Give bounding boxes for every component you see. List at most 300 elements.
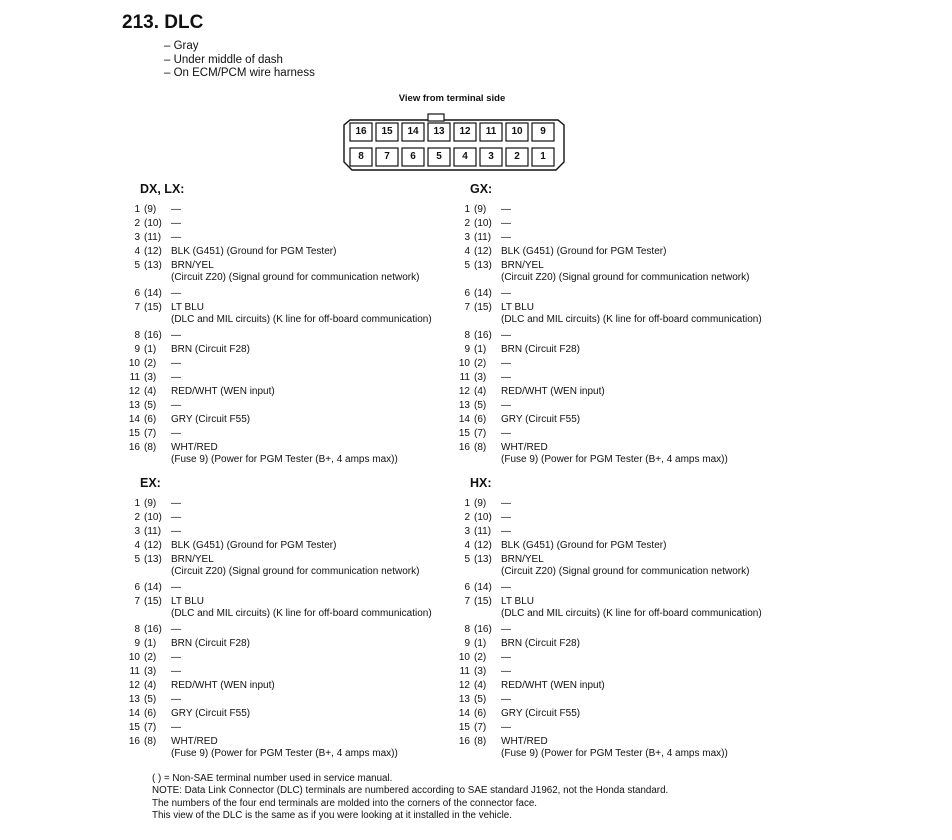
honda-pin-number: (6) <box>144 708 157 719</box>
pin-row <box>124 386 464 398</box>
pin-number: 1 <box>540 151 546 162</box>
honda-pin-number: (5) <box>144 400 157 411</box>
pin-number-label: 8 <box>134 624 140 635</box>
pin-row <box>124 680 464 692</box>
honda-pin-number: (3) <box>474 666 487 677</box>
pin-number-label: 13 <box>458 400 470 411</box>
pin-number-label: 14 <box>458 414 470 425</box>
pin-row <box>454 246 794 258</box>
pin-number-label: 16 <box>128 442 140 453</box>
pin-description: — <box>171 722 181 733</box>
pin-row <box>124 358 464 370</box>
pin-number-label: 2 <box>464 218 470 229</box>
pin-row-detail <box>124 272 464 284</box>
pin-row <box>454 386 794 398</box>
pin-number-label: 6 <box>134 582 140 593</box>
honda-pin-number: (13) <box>474 554 492 565</box>
pin-row <box>124 554 464 566</box>
pin-description: WHT/RED <box>171 736 218 747</box>
honda-pin-number: (11) <box>474 526 492 537</box>
honda-pin-number: (10) <box>144 512 162 523</box>
honda-pin-number: (9) <box>144 204 157 215</box>
pin-number-label: 3 <box>464 232 470 243</box>
pin-number-label: 6 <box>464 582 470 593</box>
pin-row <box>124 624 464 636</box>
pin-description: BRN/YEL <box>501 554 544 565</box>
honda-pin-number: (11) <box>474 232 492 243</box>
pin-description: — <box>501 526 511 537</box>
pin-description: — <box>171 526 181 537</box>
pin-number-label: 12 <box>128 680 140 691</box>
pin-description: — <box>171 330 181 341</box>
pin-description: BRN (Circuit F28) <box>501 344 580 355</box>
honda-pin-number: (12) <box>474 540 492 551</box>
honda-pin-number: (8) <box>474 442 487 453</box>
pin-row <box>454 638 794 650</box>
honda-pin-number: (13) <box>144 260 162 271</box>
honda-pin-number: (7) <box>474 428 487 439</box>
pin-row <box>124 372 464 384</box>
pin-description: — <box>501 288 511 299</box>
pin-row <box>124 722 464 734</box>
pin-number-label: 7 <box>464 596 470 607</box>
pin-row-detail <box>454 608 794 620</box>
honda-pin-number: (16) <box>474 330 492 341</box>
pin-description: — <box>171 232 181 243</box>
pin-description: WHT/RED <box>171 442 218 453</box>
honda-pin-number: (15) <box>474 302 492 313</box>
pin-detail: (DLC and MIL circuits) (K line for off-board communication) <box>171 314 432 325</box>
pin-number-label: 3 <box>134 232 140 243</box>
pin-description: BRN/YEL <box>171 554 214 565</box>
pin-number-label: 15 <box>128 722 140 733</box>
pin-description: — <box>501 624 511 635</box>
pin-description: — <box>501 652 511 663</box>
pin-number: 6 <box>410 151 416 162</box>
pin-number-label: 16 <box>458 736 470 747</box>
pin-description: RED/WHT (WEN input) <box>171 680 275 691</box>
pin-number-label: 4 <box>464 540 470 551</box>
honda-pin-number: (16) <box>144 330 162 341</box>
pin-row <box>454 708 794 720</box>
pin-number: 15 <box>381 126 393 137</box>
pin-description: — <box>171 204 181 215</box>
pin-row <box>124 400 464 412</box>
honda-pin-number: (6) <box>474 708 487 719</box>
pin-description: — <box>501 204 511 215</box>
pin-row <box>454 554 794 566</box>
pin-row <box>124 414 464 426</box>
pin-row <box>454 302 794 314</box>
pin-description: — <box>501 358 511 369</box>
pin-row <box>454 582 794 594</box>
pin-description: — <box>501 330 511 341</box>
pin-number-label: 9 <box>464 638 470 649</box>
pin-row <box>454 414 794 426</box>
pin-row <box>454 204 794 216</box>
pin-number-label: 8 <box>134 330 140 341</box>
honda-pin-number: (4) <box>474 680 487 691</box>
pin-description: BLK (G451) (Ground for PGM Tester) <box>171 246 337 257</box>
pin-row <box>454 680 794 692</box>
note-harness: – On ECM/PCM wire harness <box>164 67 315 79</box>
pin-row <box>454 722 794 734</box>
pin-row <box>454 498 794 510</box>
pin-detail: (Fuse 9) (Power for PGM Tester (B+, 4 amps max)) <box>171 748 398 759</box>
pin-row <box>124 442 464 454</box>
pin-description: — <box>171 582 181 593</box>
pin-number-label: 1 <box>464 204 470 215</box>
honda-pin-number: (4) <box>144 386 157 397</box>
pin-description: — <box>501 428 511 439</box>
pin-number-label: 12 <box>458 386 470 397</box>
honda-pin-number: (8) <box>144 736 157 747</box>
pin-number-label: 4 <box>134 246 140 257</box>
pin-description: GRY (Circuit F55) <box>501 708 581 719</box>
pin-row <box>124 596 464 608</box>
pin-row <box>454 540 794 552</box>
pin-description: — <box>501 218 511 229</box>
pin-row <box>124 512 464 524</box>
pin-row <box>454 736 794 748</box>
pin-detail: (DLC and MIL circuits) (K line for off-board communication) <box>501 608 762 619</box>
note-color: – Gray <box>164 40 199 52</box>
pin-description: BRN/YEL <box>501 260 544 271</box>
honda-pin-number: (15) <box>144 596 162 607</box>
pin-description: — <box>501 498 511 509</box>
note-location: – Under middle of dash <box>164 53 283 66</box>
honda-pin-number: (1) <box>144 344 157 355</box>
pin-row <box>454 358 794 370</box>
pinout-section <box>124 476 474 766</box>
pin-number-label: 2 <box>134 218 140 229</box>
honda-pin-number: (14) <box>144 582 162 593</box>
pin-description: — <box>171 372 181 383</box>
pin-description: BLK (G451) (Ground for PGM Tester) <box>501 540 667 551</box>
pin-number-label: 5 <box>134 554 140 565</box>
pin-description: — <box>501 400 511 411</box>
pin-detail: (Fuse 9) (Power for PGM Tester (B+, 4 amps max)) <box>501 454 728 465</box>
pin-row-detail <box>454 272 794 284</box>
pin-row <box>124 246 464 258</box>
pin-description: BLK (G451) (Ground for PGM Tester) <box>501 246 667 257</box>
pin-description: RED/WHT (WEN input) <box>171 386 275 397</box>
section-heading: EX: <box>140 476 161 490</box>
pin-description: — <box>501 372 511 383</box>
pin-description: LT BLU <box>171 596 204 607</box>
pin-number-label: 13 <box>458 694 470 705</box>
section-heading: DX, LX: <box>140 182 185 196</box>
pin-number-label: 8 <box>464 624 470 635</box>
pin-row-detail <box>454 748 794 760</box>
pin-description: WHT/RED <box>501 442 548 453</box>
pin-number-label: 4 <box>134 540 140 551</box>
pin-row <box>124 708 464 720</box>
pin-number-label: 10 <box>458 652 470 663</box>
honda-pin-number: (12) <box>144 246 162 257</box>
pin-row <box>454 428 794 440</box>
pin-row <box>454 288 794 300</box>
footer-line-view: This view of the DLC is the same as if you were looking at it installed in the vehicle. <box>152 810 512 822</box>
pin-row <box>124 652 464 664</box>
pin-number-label: 11 <box>129 372 140 383</box>
pin-number: 9 <box>540 126 546 137</box>
pin-number-label: 7 <box>134 596 140 607</box>
honda-pin-number: (4) <box>144 680 157 691</box>
pin-number-label: 12 <box>458 680 470 691</box>
pin-row <box>124 428 464 440</box>
honda-pin-number: (2) <box>474 652 487 663</box>
pin-number-label: 2 <box>464 512 470 523</box>
pin-row <box>124 526 464 538</box>
pin-number-label: 3 <box>134 526 140 537</box>
pin-number-label: 14 <box>128 708 140 719</box>
pin-number-label: 1 <box>464 498 470 509</box>
pin-description: — <box>171 400 181 411</box>
honda-pin-number: (9) <box>474 498 487 509</box>
pin-detail: (DLC and MIL circuits) (K line for off-board communication) <box>501 314 762 325</box>
pin-row <box>124 694 464 706</box>
pin-number-label: 16 <box>128 736 140 747</box>
honda-pin-number: (8) <box>474 736 487 747</box>
pin-description: — <box>501 666 511 677</box>
pin-row <box>454 666 794 678</box>
pin-description: — <box>171 218 181 229</box>
pin-number-label: 14 <box>128 414 140 425</box>
pin-number-label: 3 <box>464 526 470 537</box>
pin-number-label: 15 <box>458 428 470 439</box>
pin-detail: (DLC and MIL circuits) (K line for off-board communication) <box>171 608 432 619</box>
honda-pin-number: (2) <box>144 358 157 369</box>
pin-row <box>124 232 464 244</box>
honda-pin-number: (3) <box>144 666 157 677</box>
pin-number-label: 13 <box>128 694 140 705</box>
pin-description: GRY (Circuit F55) <box>501 414 581 425</box>
pin-description: — <box>501 582 511 593</box>
pin-number: 14 <box>407 126 419 137</box>
pin-number-label: 10 <box>128 358 140 369</box>
honda-pin-number: (5) <box>144 694 157 705</box>
footer-line-legend: ( ) = Non-SAE terminal number used in service manual. <box>152 773 393 784</box>
pin-row <box>454 512 794 524</box>
honda-pin-number: (16) <box>144 624 162 635</box>
honda-pin-number: (13) <box>474 260 492 271</box>
pin-number: 3 <box>488 151 494 162</box>
pin-number-label: 9 <box>134 344 140 355</box>
pin-detail: (Fuse 9) (Power for PGM Tester (B+, 4 amps max)) <box>171 454 398 465</box>
pin-number: 10 <box>511 126 523 137</box>
footer-notes <box>152 773 668 823</box>
pin-number-label: 15 <box>458 722 470 733</box>
honda-pin-number: (11) <box>144 232 162 243</box>
pin-row <box>124 638 464 650</box>
footer-line-note: NOTE: Data Link Connector (DLC) terminals are numbered according to SAE standard J1962, not the Honda standard. <box>152 785 669 797</box>
honda-pin-number: (12) <box>474 246 492 257</box>
pin-number-label: 4 <box>464 246 470 257</box>
honda-pin-number: (15) <box>474 596 492 607</box>
footer-line-molded: The numbers of the four end terminals are molded into the corners of the connector face. <box>152 797 538 809</box>
pin-detail: (Fuse 9) (Power for PGM Tester (B+, 4 amps max)) <box>501 748 728 759</box>
pin-number: 12 <box>459 126 471 137</box>
section-heading: HX: <box>470 476 492 490</box>
pin-number: 8 <box>358 151 364 162</box>
pin-description: BLK (G451) (Ground for PGM Tester) <box>171 540 337 551</box>
pin-row-detail <box>454 314 794 326</box>
honda-pin-number: (7) <box>474 722 487 733</box>
pin-row <box>454 694 794 706</box>
pin-description: WHT/RED <box>501 736 548 747</box>
pin-row <box>124 540 464 552</box>
pin-description: — <box>171 652 181 663</box>
honda-pin-number: (14) <box>144 288 162 299</box>
dlc-connector-diagram <box>343 113 565 173</box>
pin-description: — <box>501 722 511 733</box>
pin-detail: (Circuit Z20) (Signal ground for communication network) <box>171 566 420 577</box>
honda-pin-number: (2) <box>144 652 157 663</box>
honda-pin-number: (10) <box>474 512 492 523</box>
pin-row <box>124 260 464 272</box>
pin-row <box>124 302 464 314</box>
pin-description: BRN (Circuit F28) <box>171 638 250 649</box>
pin-number: 13 <box>433 126 445 137</box>
pin-description: BRN/YEL <box>171 260 214 271</box>
honda-pin-number: (7) <box>144 428 157 439</box>
pin-number-label: 11 <box>459 372 470 383</box>
pin-number: 11 <box>485 126 497 137</box>
pin-detail: (Circuit Z20) (Signal ground for communication network) <box>501 272 750 283</box>
pin-detail: (Circuit Z20) (Signal ground for communication network) <box>171 272 420 283</box>
view-label: View from terminal side <box>398 93 506 104</box>
pin-row <box>454 652 794 664</box>
pin-description: — <box>171 428 181 439</box>
section-heading: GX: <box>470 182 493 196</box>
pin-number-label: 9 <box>134 638 140 649</box>
pin-row <box>454 260 794 272</box>
honda-pin-number: (9) <box>144 498 157 509</box>
honda-pin-number: (5) <box>474 400 487 411</box>
pin-row <box>454 442 794 454</box>
pin-description: — <box>501 232 511 243</box>
pin-number-label: 7 <box>464 302 470 313</box>
honda-pin-number: (1) <box>144 638 157 649</box>
pin-row-detail <box>124 608 464 620</box>
pin-row <box>124 218 464 230</box>
honda-pin-number: (10) <box>144 218 162 229</box>
pin-description: BRN (Circuit F28) <box>501 638 580 649</box>
pin-number: 2 <box>514 151 520 162</box>
pin-row <box>124 344 464 356</box>
pin-description: — <box>171 666 181 677</box>
pinout-section <box>124 182 474 472</box>
pin-number-label: 1 <box>134 498 140 509</box>
pin-description: — <box>171 624 181 635</box>
pin-row <box>124 204 464 216</box>
pin-number-label: 12 <box>128 386 140 397</box>
pin-row-detail <box>124 566 464 578</box>
honda-pin-number: (1) <box>474 638 487 649</box>
pin-detail: (Circuit Z20) (Signal ground for communication network) <box>501 566 750 577</box>
pin-row-detail <box>124 748 464 760</box>
honda-pin-number: (3) <box>144 372 157 383</box>
pin-row <box>124 498 464 510</box>
honda-pin-number: (11) <box>144 526 162 537</box>
honda-pin-number: (12) <box>144 540 162 551</box>
pin-number-label: 1 <box>134 204 140 215</box>
pin-description: GRY (Circuit F55) <box>171 414 251 425</box>
honda-pin-number: (4) <box>474 386 487 397</box>
honda-pin-number: (14) <box>474 582 492 593</box>
pin-number-label: 5 <box>464 260 470 271</box>
honda-pin-number: (1) <box>474 344 487 355</box>
pin-row <box>454 372 794 384</box>
pin-number-label: 11 <box>459 666 470 677</box>
pin-number-label: 15 <box>128 428 140 439</box>
pin-row-detail <box>124 454 464 466</box>
pin-description: LT BLU <box>501 302 534 313</box>
pin-description: — <box>171 358 181 369</box>
pin-description: RED/WHT (WEN input) <box>501 386 605 397</box>
pin-description: — <box>171 694 181 705</box>
pin-row <box>454 400 794 412</box>
pin-number-label: 6 <box>134 288 140 299</box>
pin-number-label: 10 <box>458 358 470 369</box>
pin-number-label: 2 <box>134 512 140 523</box>
pin-description: RED/WHT (WEN input) <box>501 680 605 691</box>
honda-pin-number: (13) <box>144 554 162 565</box>
pin-number-label: 11 <box>129 666 140 677</box>
pin-number: 7 <box>384 151 390 162</box>
pin-row <box>454 344 794 356</box>
pin-description: LT BLU <box>171 302 204 313</box>
pinout-section <box>454 476 804 766</box>
pin-number-label: 5 <box>464 554 470 565</box>
pin-description: — <box>171 288 181 299</box>
pin-row-detail <box>454 566 794 578</box>
honda-pin-number: (15) <box>144 302 162 313</box>
honda-pin-number: (8) <box>144 442 157 453</box>
pin-row <box>124 288 464 300</box>
pin-number-label: 5 <box>134 260 140 271</box>
pin-number-label: 16 <box>458 442 470 453</box>
pin-number-label: 7 <box>134 302 140 313</box>
pin-row <box>454 596 794 608</box>
pin-row <box>454 624 794 636</box>
honda-pin-number: (6) <box>474 414 487 425</box>
honda-pin-number: (7) <box>144 722 157 733</box>
pin-number: 16 <box>355 126 367 137</box>
pin-number-label: 10 <box>128 652 140 663</box>
pin-description: GRY (Circuit F55) <box>171 708 251 719</box>
pin-row <box>454 232 794 244</box>
pin-row <box>454 218 794 230</box>
pin-row-detail <box>454 454 794 466</box>
pinout-section <box>454 182 804 472</box>
pin-description: — <box>501 512 511 523</box>
pin-row <box>454 526 794 538</box>
honda-pin-number: (16) <box>474 624 492 635</box>
honda-pin-number: (5) <box>474 694 487 705</box>
page-title: 213. DLC <box>122 12 204 33</box>
pin-description: — <box>171 498 181 509</box>
pin-row <box>124 330 464 342</box>
pin-number: 5 <box>436 151 442 162</box>
pin-number: 4 <box>462 151 468 162</box>
pin-description: BRN (Circuit F28) <box>171 344 250 355</box>
pin-row <box>454 330 794 342</box>
pin-row <box>124 582 464 594</box>
pin-number-label: 13 <box>128 400 140 411</box>
connector-notes <box>164 40 315 81</box>
